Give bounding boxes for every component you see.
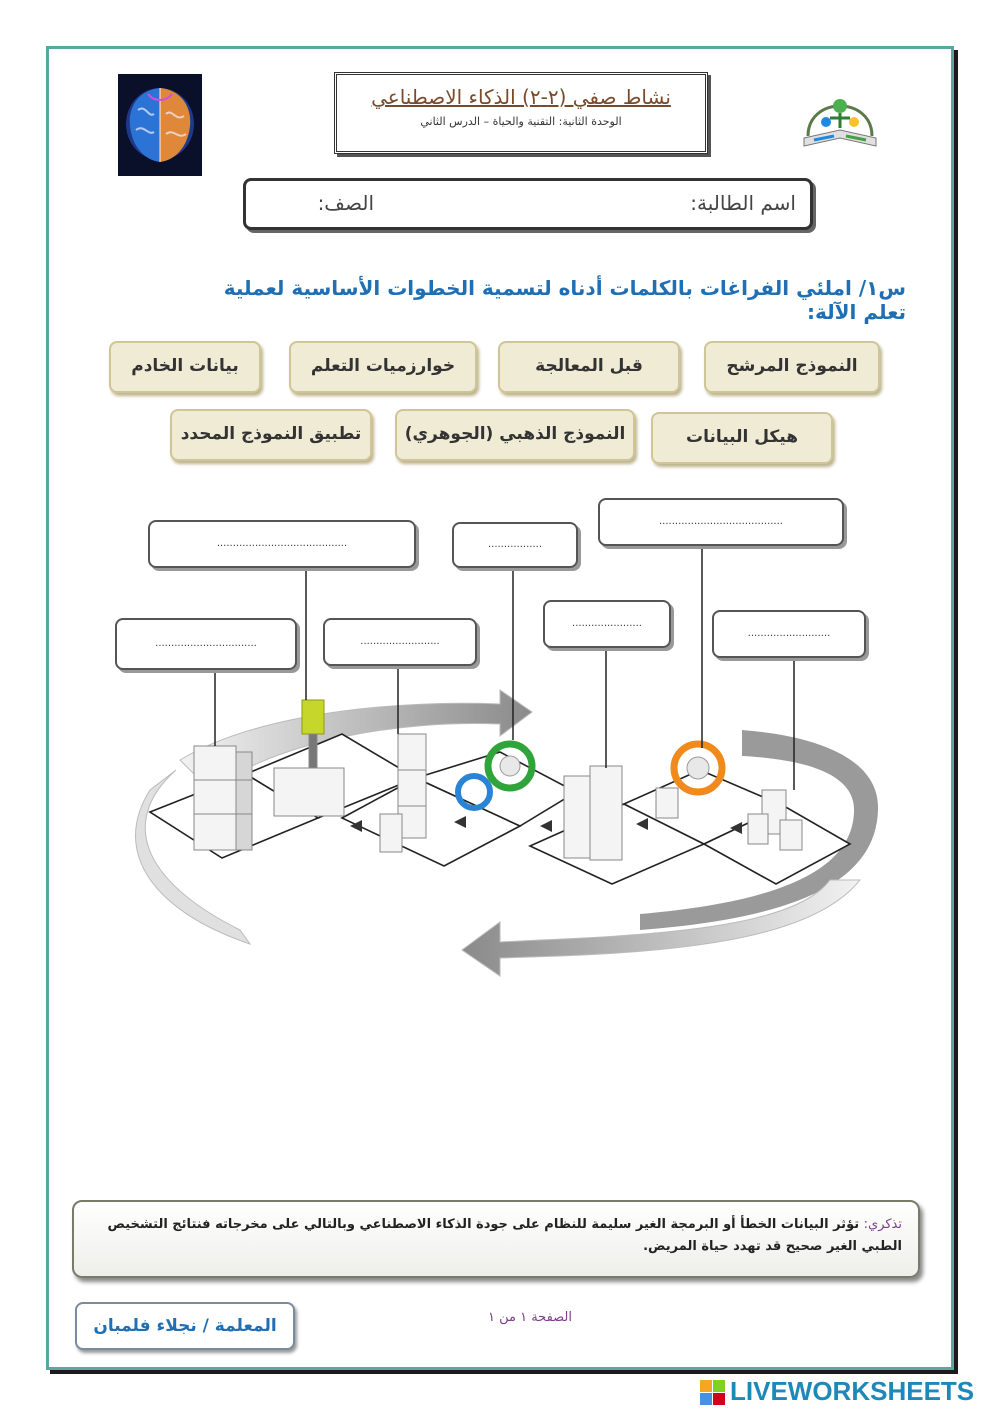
blank-box[interactable] (323, 618, 477, 666)
blank-box[interactable] (452, 522, 578, 568)
worksheet-subtitle: الوحدة الثانية: التقنية والحياة – الدرس الثاني (420, 115, 622, 128)
blank-box[interactable] (598, 498, 844, 546)
blank-dots: ......................................... (216, 538, 348, 549)
page-number: الصفحة ١ من ١ (487, 1310, 572, 1325)
word-chip-candidate-model[interactable]: النموذج المرشح (704, 341, 880, 393)
class-label: الصف: (317, 191, 374, 215)
blank-box[interactable] (148, 520, 416, 568)
blank-dots: ................................ (155, 638, 257, 649)
worksheet-title: نشاط صفي (٢-٢) الذكاء الاصطناعي (371, 85, 671, 109)
reminder-body: تؤثر البيانات الخطأ أو البرمجة الغير سليمة للنظام على جودة الذكاء الاصطناعي وبالتالي على مخرجاته فنتائج التشخيص الطبي الغير صحيح قد تهدد حياة المريض. (107, 1217, 902, 1254)
teacher-name: المعلمة / نجلاء فلمبان (75, 1302, 295, 1350)
word-chip-apply-model[interactable]: تطبيق النموذج المحدد (170, 409, 372, 461)
reminder-text (82, 1214, 902, 1258)
blank-dots: ......................... (360, 636, 440, 647)
reminder-note (72, 1200, 920, 1278)
cube-stack (194, 746, 236, 850)
blank-dots: ...................... (572, 618, 642, 629)
gold-model-block (274, 768, 344, 816)
blank-dots: ....................................... (659, 516, 783, 527)
blank-box[interactable] (115, 618, 297, 670)
blank-dots: .......................... (747, 628, 831, 639)
word-chip-learning-algorithms[interactable]: خوارزميات التعلم (289, 341, 477, 393)
word-chip-preprocessing[interactable]: قبل المعالجة (498, 341, 680, 393)
blank-box[interactable] (712, 610, 866, 658)
student-name-label: اسم الطالبة: (690, 191, 796, 215)
word-chip-server-data[interactable]: بيانات الخادم (109, 341, 261, 393)
word-chip-golden-model[interactable]: النموذج الذهبي (الجوهري) (395, 409, 635, 461)
reminder-label: تذكري: (863, 1217, 902, 1232)
blank-dots: ................. (487, 539, 543, 550)
liveworksheets-brand: LIVEWORKSHEETS (730, 1376, 975, 1406)
question-1: س١/ املئي الفراغات بالكلمات أدناه لتسمية الخطوات الأساسية لعملية تعلم الآلة: (223, 276, 906, 324)
word-chip-data-structure[interactable]: هيكل البيانات (651, 412, 833, 464)
liveworksheets-logo-icon (700, 1380, 726, 1406)
blank-box[interactable] (543, 600, 671, 648)
